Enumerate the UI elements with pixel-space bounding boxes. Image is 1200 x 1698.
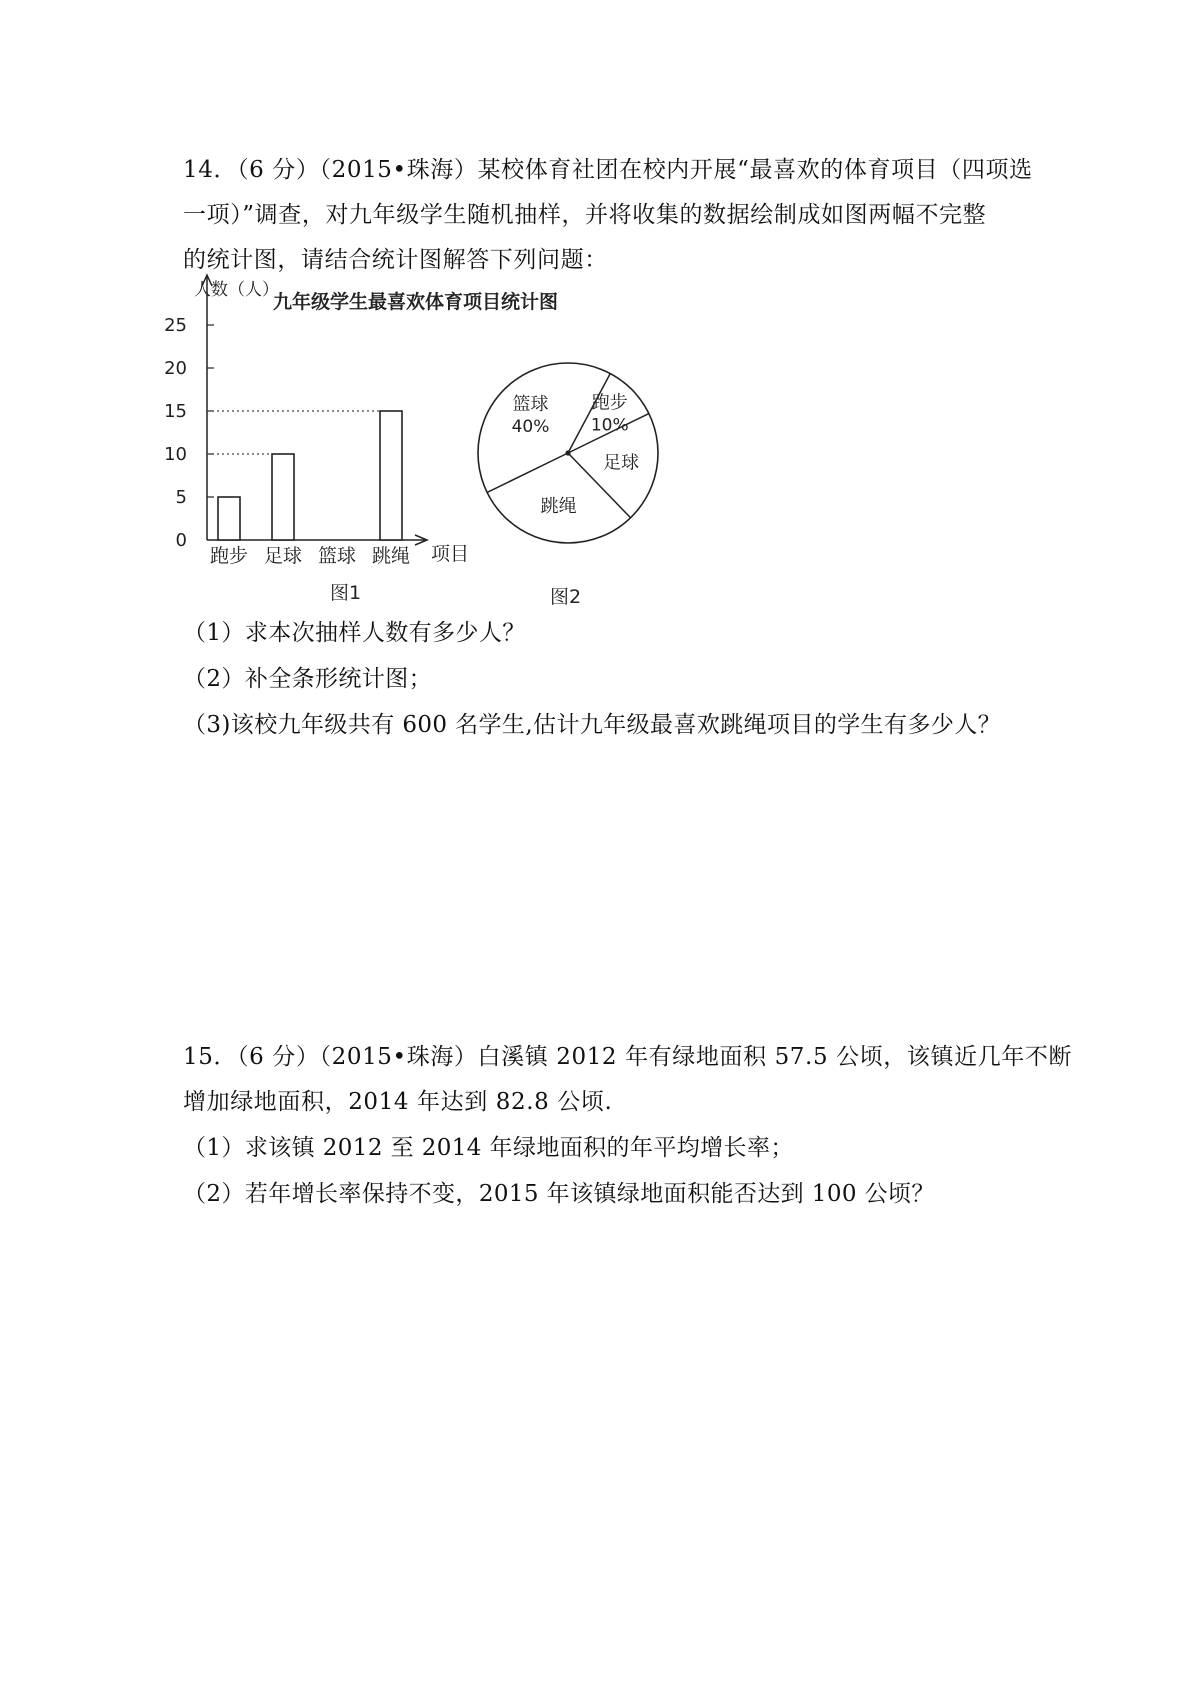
y-tick-label: 25 [164,315,187,336]
x-tick-label: 足球 [263,545,303,567]
pie-chart [465,355,690,560]
bar [380,411,402,540]
fig1-caption: 图1 [330,582,362,604]
chart-title: 九年级学生最喜欢体育项目统计图 [273,291,559,313]
q15-line-1: 15．（6 分）（2015•珠海）白溪镇 2012 年有绿地面积 57.5 公顷，该镇近几年不断 [183,1044,1073,1070]
pie-slice-label: 跑步 [591,392,628,414]
y-tick-label: 15 [164,401,187,422]
q14-line-3: 的统计图，请结合统计图解答下列问题： [183,247,608,273]
pie-slice-label: 足球 [603,452,640,474]
q14-sub-2: （2）补全条形统计图； [183,666,433,692]
bar [272,454,294,540]
q14-sub-3: （3)该校九年级共有 600 名学生,估计九年级最喜欢跳绳项目的学生有多少人？ [183,712,1002,738]
x-tick-label: 跳绳 [371,545,411,567]
q15-sub-1: （1）求该镇 2012 至 2014 年绿地面积的年平均增长率； [183,1135,794,1161]
x-tick-label: 跑步 [209,545,249,567]
q14-line-1: 14．（6 分）（2015•珠海）某校体育社团在校内开展“最喜欢的体育项目（四项选 [183,157,1033,183]
pie-slice-percent: 10% [590,415,629,436]
y-tick-label: 5 [175,487,187,508]
y-tick-label: 10 [164,444,187,465]
q14-line-2: 一项）”调查，对九年级学生随机抽样，并将收集的数据绘制成如图两幅不完整 [183,202,987,228]
y-tick-label: 20 [164,358,187,379]
q15-sub-2: （2）若年增长率保持不变，2015 年该镇绿地面积能否达到 100 公顷？ [183,1181,935,1207]
q15-line-2: 增加绿地面积，2014 年达到 82.8 公顷. [183,1089,613,1115]
fig2-caption: 图2 [550,586,582,608]
y-tick-label: 0 [175,530,187,551]
bar [218,497,240,540]
pie-slice-percent: 40% [511,417,550,438]
x-axis-label: 项目 [431,543,470,565]
q14-sub-1: （1）求本次抽样人数有多少人？ [183,620,526,646]
y-axis-label: 人数（人） [194,280,279,300]
pie-slice-label: 篮球 [512,394,549,416]
pie-slice-label: 跳绳 [540,496,577,518]
x-tick-label: 篮球 [317,545,357,567]
